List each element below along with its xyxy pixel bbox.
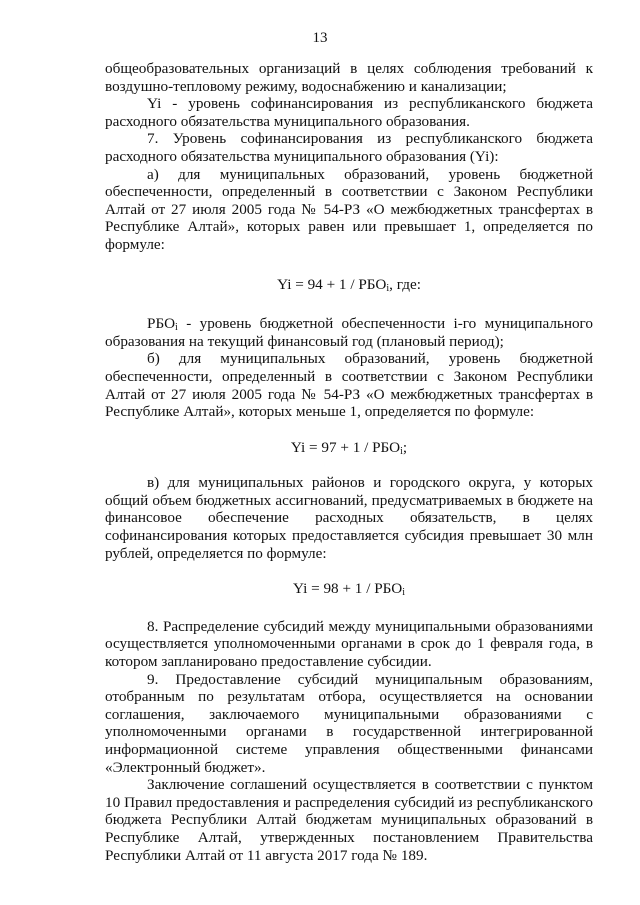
paragraph-item-7a: а) для муниципальных образований, уровень бюджетной обеспеченности, определенный в соответствии с Законом Республики Алтай от 27 июля 2005 года № 54-РЗ «О межбюджетных трансфертах в Республике Алтай», которых равен или превышает 1, определяется по формуле: [105, 165, 593, 253]
formula-94-main: Yi = 94 + 1 / РБО [277, 275, 387, 293]
formula-94 [105, 276, 593, 294]
formula-97-tail: ; [402, 438, 408, 456]
rbo-subscript: i [175, 322, 178, 334]
formula-98-main: Yi = 98 + 1 / РБО [292, 580, 403, 598]
paragraph-item-7: 7. Уровень софинансирования из республиканского бюджета расходного обязательства муниципального образования (Yi): [105, 130, 593, 165]
formula-98-subscript: i [402, 587, 406, 599]
document-body [105, 60, 593, 864]
formula-97-main: Yi = 97 + 1 / РБО [290, 438, 401, 456]
rbo-term: РБО [147, 315, 176, 333]
page-number: 13 [312, 30, 328, 46]
paragraph-item-7v: в) для муниципальных районов и городского округа, у которых общий объем бюджетных ассигнований, предусматриваемых в бюджете на финансовое обеспечение расходных обязательств, в целях софинансирования которых предоставляется субсидия превышает 30 млн рублей, определяется по формуле: [105, 474, 593, 562]
formula-97 [105, 439, 593, 457]
paragraph-item-8: 8. Распределение субсидий между муниципальными образованиями осуществляется уполномоченными органами в срок до 1 февраля года, в котором запланировано предоставление субсидии. [105, 617, 593, 671]
paragraph-yi-definition: Yi - уровень софинансирования из республиканского бюджета расходного обязательства муниципального образования. [105, 95, 593, 130]
paragraph-agreements: Заключение соглашений осуществляется в соответствии с пунктом 10 Правил предоставления и распределения субсидий из республиканского бюджета Республики Алтай бюджетам муниципальных образований в Республике Алтай, утвержденных постановлением Правительства Республики Алтай от 11 августа 2017 года № 189. [105, 776, 593, 864]
paragraph-rbo-definition [105, 315, 593, 350]
paragraph-item-9: 9. Предоставление субсидий муниципальным образованиям, отобранным по результатам отбора, осуществляется на основании соглашения, заключаемого муниципальными образованиями с уполномоченными органами в государственной интегрированной информационной системе управления общественными финансами «Электронный бюджет». [105, 670, 593, 776]
formula-97-subscript: i [400, 445, 403, 457]
paragraph-item-7b: б) для муниципальных образований, уровень бюджетной обеспеченности, определенный в соответствии с Законом Республики Алтай от 27 июля 2005 года № 54-РЗ «О межбюджетных трансфертах в Республике Алтай», которых меньше 1, определяется по формуле: [105, 350, 593, 421]
rbo-text: - уровень бюджетной обеспеченности i-го муниципального образования на текущий финансовый год (плановый период); [105, 315, 593, 350]
paragraph-continuation: общеобразовательных организаций в целях соблюдения требований к воздушно-тепловому режиму, водоснабжению и канализации; [105, 60, 593, 95]
formula-98 [105, 580, 593, 598]
formula-94-tail: , где: [389, 275, 421, 293]
formula-94-subscript: i [386, 282, 390, 294]
